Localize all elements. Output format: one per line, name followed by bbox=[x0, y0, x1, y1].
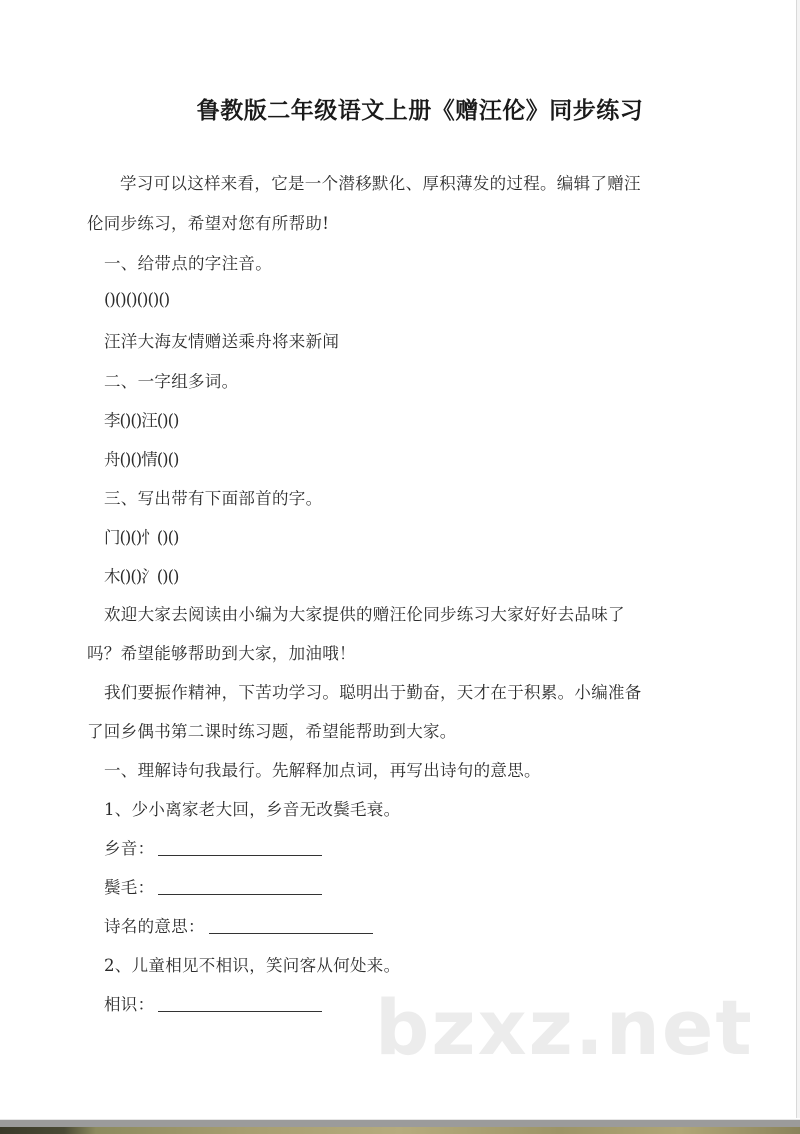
poem-line-1: 1、少小离家老大回，乡音无改鬓毛衰。 bbox=[104, 800, 401, 819]
pinyin-words: 汪洋大海友情赠送乘舟将来新闻 bbox=[104, 332, 340, 351]
poem-line-2: 2、儿童相见不相识，笑问客从何处来。 bbox=[104, 956, 401, 975]
radical-row-2: 木()()氵()() bbox=[104, 567, 179, 586]
lesson2-intro-line-2: 了回乡偶书第二课时练习题，希望能帮助到大家。 bbox=[87, 722, 457, 741]
watermark: bzxz.net bbox=[375, 983, 754, 1072]
section-3-heading: 三、写出带有下面部首的字。 bbox=[104, 489, 323, 508]
fill-label: 相识： bbox=[104, 995, 155, 1014]
closing-line-1: 欢迎大家去阅读由小编为大家提供的赠汪伦同步练习大家好好去品味了 bbox=[104, 605, 625, 624]
section-1-heading: 一、给带点的字注音。 bbox=[104, 254, 272, 273]
lesson2-section-1-heading: 一、理解诗句我最行。先解释加点词，再写出诗句的意思。 bbox=[104, 761, 541, 780]
answer-blank[interactable] bbox=[158, 878, 322, 895]
section-2-heading: 二、一字组多词。 bbox=[104, 372, 239, 391]
background-strip bbox=[0, 1127, 800, 1134]
fill-item-xiangyin bbox=[104, 835, 322, 859]
pinyin-blanks: ()()()()()() bbox=[104, 290, 170, 309]
intro-line-2: 伦同步练习，希望对您有所帮助! bbox=[87, 214, 330, 233]
horizontal-scrollbar[interactable] bbox=[0, 1119, 800, 1127]
intro-line-1: 学习可以这样来看，它是一个潜移默化、厚积薄发的过程。编辑了赠汪 bbox=[120, 174, 641, 193]
answer-blank[interactable] bbox=[158, 839, 322, 856]
answer-blank[interactable] bbox=[209, 917, 373, 934]
lesson2-intro-line-1: 我们要振作精神，下苦功学习。聪明出于勤奋，天才在于积累。小编准备 bbox=[104, 683, 642, 702]
word-group-row-2: 舟()()情()() bbox=[104, 450, 179, 469]
fill-label: 乡音： bbox=[104, 839, 155, 858]
fill-item-binmao bbox=[104, 874, 322, 898]
answer-blank[interactable] bbox=[158, 995, 322, 1012]
fill-item-meaning bbox=[104, 913, 373, 937]
fill-label: 鬓毛： bbox=[104, 878, 155, 897]
fill-item-xiangshi bbox=[104, 991, 322, 1015]
closing-line-2: 吗？希望能够帮助到大家，加油哦！ bbox=[87, 644, 356, 663]
fill-label: 诗名的意思： bbox=[104, 917, 205, 936]
radical-row-1: 门()()忄()() bbox=[104, 528, 179, 547]
word-group-row-1: 李()()汪()() bbox=[104, 411, 179, 430]
document-title: 鲁教版二年级语文上册《赠汪伦》同步练习 bbox=[196, 98, 644, 124]
